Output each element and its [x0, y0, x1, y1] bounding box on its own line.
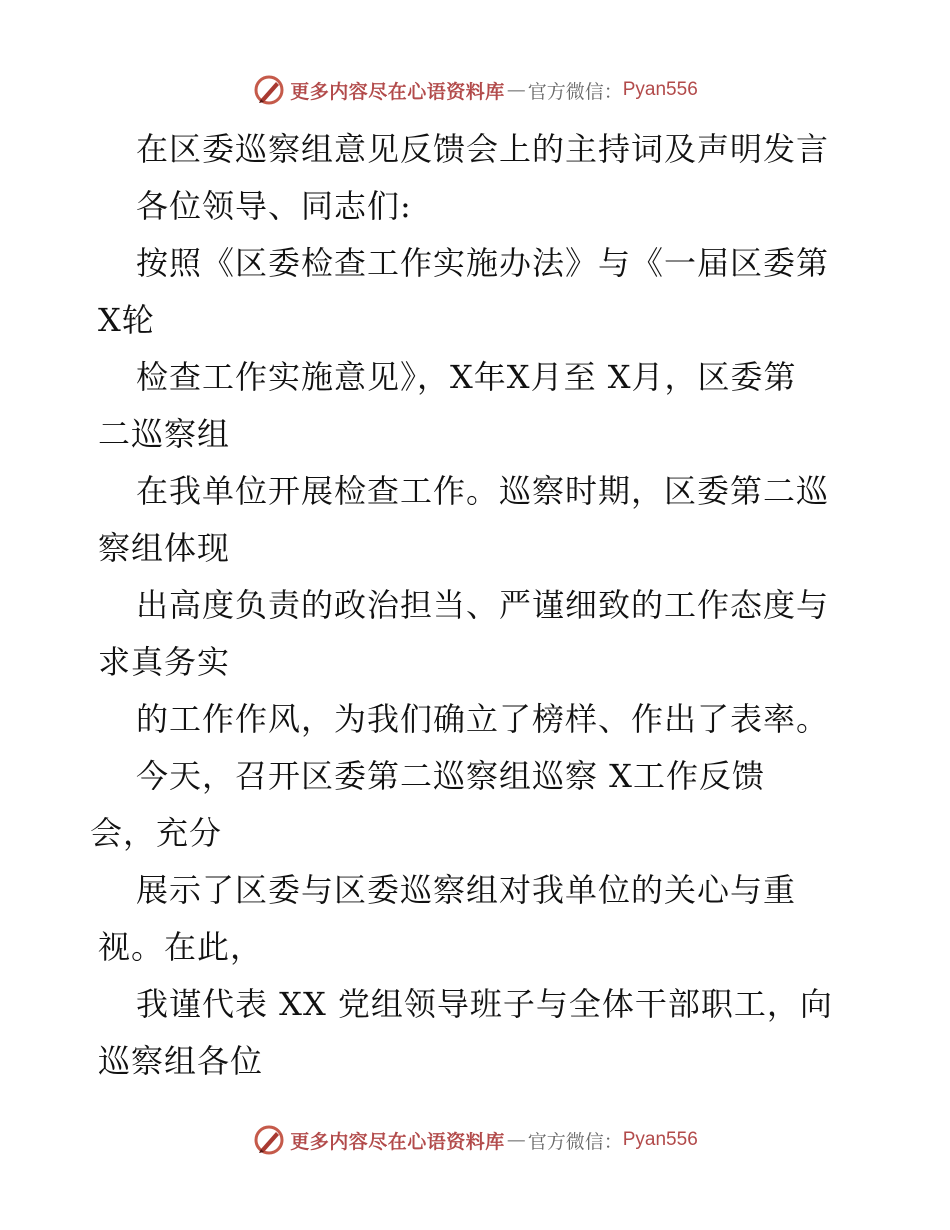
document-body	[90, 121, 858, 1090]
body-line: 察组体现	[98, 529, 231, 567]
footer-separator: —	[506, 1129, 526, 1151]
body-line: 视。在此，	[98, 928, 264, 966]
body-line: 检查工作实施意见》，X年X月至 X月，区委第	[136, 358, 797, 396]
body-line: 展示了区委与区委巡察组对我单位的关心与重	[136, 871, 797, 909]
body-line: 会，充分	[90, 814, 223, 852]
header-wechat-id: Pyan556	[622, 79, 698, 100]
body-line: 求真务实	[98, 643, 231, 681]
footer-promo-text: 更多内容尽在心语资料库	[290, 1130, 505, 1153]
header-banner	[0, 70, 950, 110]
body-line: 巡察组各位	[98, 1042, 264, 1080]
body-line: 的工作作风，为我们确立了榜样、作出了表率。	[136, 700, 830, 738]
body-line: 按照《区委检查工作实施办法》与《一届区委第	[136, 244, 830, 282]
body-line: X轮	[98, 301, 155, 339]
header-wechat-label: 官方微信：	[527, 80, 623, 103]
header-promo-text: 更多内容尽在心语资料库	[290, 80, 505, 103]
body-line: 二巡察组	[98, 415, 231, 453]
salutation-line: 各位领导、同志们:	[136, 187, 412, 225]
document-title: 在区委巡察组意见反馈会上的主持词及声明发言	[136, 130, 830, 168]
body-line: 今天，召开区委第二巡察组巡察 X工作反馈	[136, 757, 765, 795]
footer-banner	[0, 1120, 950, 1160]
footer-wechat-label: 官方微信：	[527, 1130, 623, 1153]
body-line: 出高度负责的政治担当、严谨细致的工作态度与	[136, 586, 830, 624]
pen-logo-icon	[252, 1123, 286, 1157]
body-line: 在我单位开展检查工作。巡察时期，区委第二巡	[136, 472, 830, 510]
pen-logo-icon	[252, 73, 286, 107]
header-separator: —	[506, 79, 526, 101]
body-line: 我谨代表 XX 党组领导班子与全体干部职工，向	[136, 985, 833, 1023]
footer-wechat-id: Pyan556	[622, 1129, 698, 1150]
